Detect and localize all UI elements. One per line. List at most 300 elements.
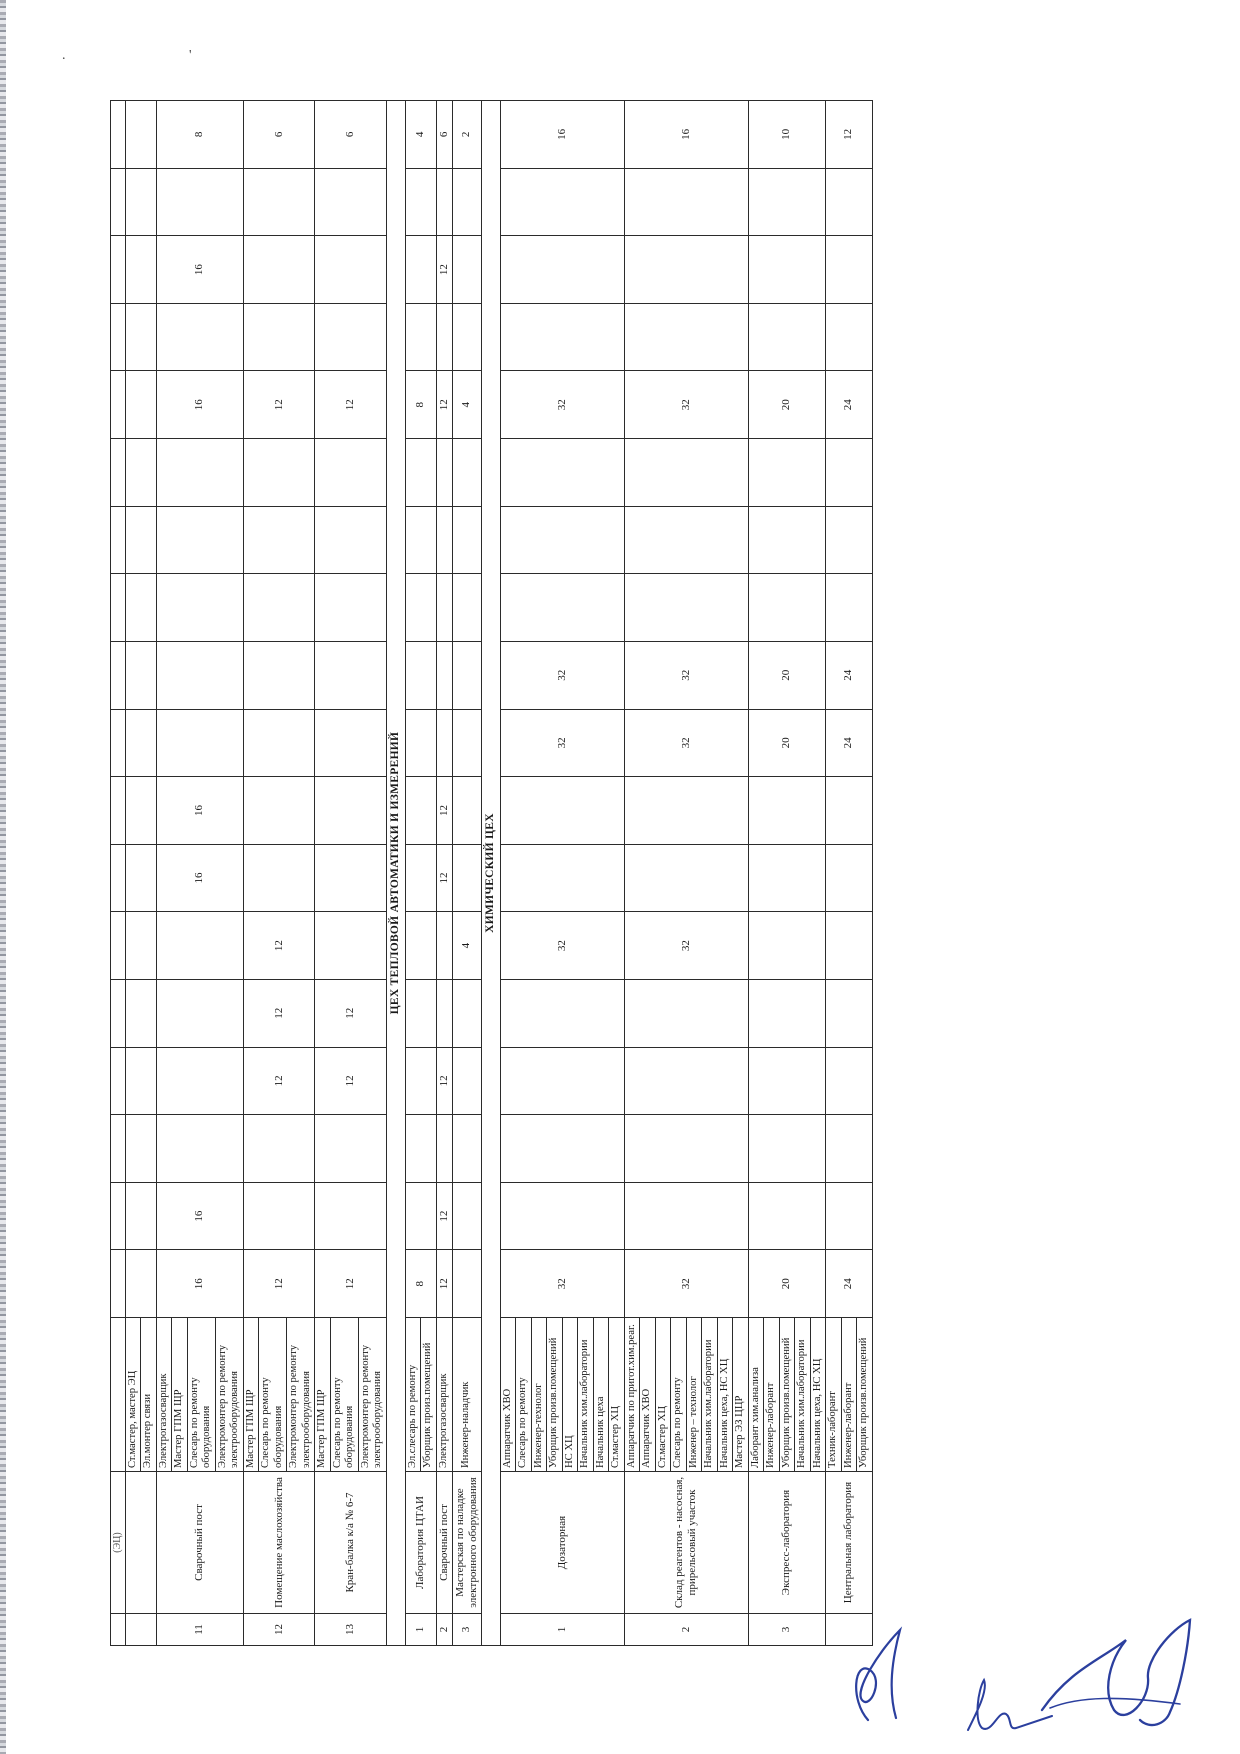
value-cell xyxy=(826,1047,873,1115)
signature-3 xyxy=(1030,1600,1210,1740)
value-cell xyxy=(452,506,481,574)
value-cell xyxy=(111,1115,126,1183)
value-cell xyxy=(624,777,748,845)
staff-position: Мастер ЭЗ ЦЦР xyxy=(733,1318,749,1472)
value-cell: 12 xyxy=(315,1250,387,1318)
section-header-row xyxy=(386,101,405,1646)
staff-position: Слесарь по ремонту оборудования xyxy=(259,1318,287,1472)
value-cell xyxy=(452,168,481,236)
value-cell xyxy=(436,168,452,236)
value-cell: 8 xyxy=(405,1250,436,1318)
value-cell xyxy=(156,1047,243,1115)
value-cell xyxy=(125,168,156,236)
value-cell xyxy=(125,709,156,777)
value-cell xyxy=(748,168,826,236)
staff-position: Электрогазосварщик xyxy=(156,1318,172,1472)
value-cell: 12 xyxy=(315,371,387,439)
value-cell xyxy=(156,912,243,980)
value-cell: 12 xyxy=(436,844,452,912)
staff-position: Мастер ГПМ ЩР xyxy=(243,1318,259,1472)
value-cell xyxy=(452,777,481,845)
value-cell xyxy=(748,506,826,574)
value-cell: 4 xyxy=(452,371,481,439)
place-name xyxy=(125,1472,156,1614)
value-cell xyxy=(405,979,436,1047)
value-cell xyxy=(748,1115,826,1183)
value-cell: 32 xyxy=(500,709,624,777)
staff-position: Электрогазосварщик xyxy=(436,1318,452,1472)
staff-position: Уборщик произв.помещений xyxy=(779,1318,795,1472)
value-cell xyxy=(826,979,873,1047)
value-cell xyxy=(315,844,387,912)
staff-position: Аппаратчик по пригот.хим.реаг. xyxy=(624,1318,640,1472)
value-cell xyxy=(748,236,826,304)
value-cell xyxy=(500,979,624,1047)
value-cell xyxy=(405,1047,436,1115)
staff-position: Уборщик произ.помещений xyxy=(421,1318,437,1472)
value-cell xyxy=(111,979,126,1047)
value-cell xyxy=(748,912,826,980)
staff-position: Инженер-наладчик xyxy=(452,1318,481,1472)
staff-position: Уборщик произв.помещений xyxy=(547,1318,563,1472)
staff-position: Инженер-лаборант xyxy=(764,1318,780,1472)
value-cell xyxy=(405,709,436,777)
value-cell: 32 xyxy=(500,912,624,980)
staff-position: Ст.мастер, мастер ЭЦ xyxy=(125,1318,141,1472)
value-cell: 24 xyxy=(826,641,873,709)
value-cell: 16 xyxy=(156,777,243,845)
value-cell xyxy=(315,777,387,845)
value-cell: 32 xyxy=(500,371,624,439)
value-cell xyxy=(111,1182,126,1250)
section-header-row xyxy=(481,101,500,1646)
value-cell xyxy=(500,303,624,371)
value-cell xyxy=(405,844,436,912)
value-cell xyxy=(624,1182,748,1250)
value-cell xyxy=(452,844,481,912)
value-cell xyxy=(125,641,156,709)
value-cell xyxy=(452,1115,481,1183)
table-row xyxy=(452,101,481,1646)
table-row xyxy=(436,101,452,1646)
value-cell: 12 xyxy=(315,1047,387,1115)
value-cell: 2 xyxy=(452,101,481,169)
value-cell xyxy=(111,168,126,236)
value-cell: 12 xyxy=(436,1182,452,1250)
staff-position: Начальник цеха, НС ХЦ xyxy=(810,1318,826,1472)
staff-position: Мастер ГПМ ЩР xyxy=(315,1318,331,1472)
staff-position: Эл.слесарь по ремонту xyxy=(405,1318,421,1472)
value-cell xyxy=(315,574,387,642)
value-cell xyxy=(500,1182,624,1250)
value-cell xyxy=(111,303,126,371)
place-name: Сварочный пост xyxy=(156,1472,243,1614)
value-cell: 6 xyxy=(243,101,315,169)
value-cell xyxy=(405,303,436,371)
value-cell xyxy=(452,439,481,507)
staff-position: Электромонтер по ремонту электрооборудования xyxy=(287,1318,315,1472)
value-cell xyxy=(436,506,452,574)
value-cell: 12 xyxy=(436,777,452,845)
value-cell xyxy=(748,844,826,912)
staff-position: Инженер-технолог xyxy=(531,1318,547,1472)
value-cell: 32 xyxy=(624,1250,748,1318)
value-cell: 32 xyxy=(500,641,624,709)
staff-position: Слесарь по ремонту оборудования xyxy=(187,1318,215,1472)
value-cell xyxy=(436,709,452,777)
value-cell xyxy=(826,844,873,912)
table-body xyxy=(111,101,873,1646)
value-cell xyxy=(156,1115,243,1183)
value-cell xyxy=(111,844,126,912)
value-cell xyxy=(500,777,624,845)
value-cell xyxy=(111,641,126,709)
value-cell: 20 xyxy=(748,1250,826,1318)
signature-1 xyxy=(840,1600,920,1730)
value-cell: 32 xyxy=(624,709,748,777)
value-cell xyxy=(315,506,387,574)
value-cell xyxy=(624,303,748,371)
place-name: Сварочный пост xyxy=(436,1472,452,1614)
staff-position: Начальник цеха xyxy=(593,1318,609,1472)
value-cell xyxy=(624,979,748,1047)
value-cell: 16 xyxy=(156,371,243,439)
table-row xyxy=(315,101,331,1646)
value-cell: 16 xyxy=(156,236,243,304)
value-cell xyxy=(243,506,315,574)
value-cell xyxy=(243,641,315,709)
section-title: ЦЕХ ТЕПЛОВОЙ АВТОМАТИКИ И ИЗМЕРЕНИЙ xyxy=(386,101,405,1646)
value-cell xyxy=(436,303,452,371)
value-cell xyxy=(243,844,315,912)
value-cell xyxy=(125,1115,156,1183)
value-cell xyxy=(405,439,436,507)
value-cell: 12 xyxy=(243,371,315,439)
value-cell xyxy=(156,303,243,371)
value-cell xyxy=(243,168,315,236)
value-cell: 6 xyxy=(315,101,387,169)
value-cell xyxy=(452,1182,481,1250)
value-cell: 20 xyxy=(748,641,826,709)
value-cell xyxy=(405,168,436,236)
value-cell xyxy=(243,1182,315,1250)
value-cell xyxy=(111,236,126,304)
staff-position: Слесарь по ремонту xyxy=(671,1318,687,1472)
value-cell xyxy=(500,236,624,304)
value-cell: 16 xyxy=(156,1250,243,1318)
value-cell xyxy=(452,236,481,304)
value-cell xyxy=(452,709,481,777)
value-cell xyxy=(111,912,126,980)
staff-position: Лаборант хим.анализа xyxy=(748,1318,764,1472)
value-cell xyxy=(826,777,873,845)
value-cell: 24 xyxy=(826,1250,873,1318)
value-cell xyxy=(826,1182,873,1250)
row-number: 2 xyxy=(436,1614,452,1646)
value-cell xyxy=(111,506,126,574)
value-cell xyxy=(405,574,436,642)
staff-position: Начальник хим.лаборатории xyxy=(795,1318,811,1472)
value-cell xyxy=(125,439,156,507)
value-cell xyxy=(436,1115,452,1183)
value-cell xyxy=(748,574,826,642)
staff-position: Инженер – технолог xyxy=(686,1318,702,1472)
value-cell xyxy=(826,439,873,507)
value-cell: 32 xyxy=(624,641,748,709)
value-cell xyxy=(500,506,624,574)
value-cell xyxy=(826,574,873,642)
section-title: ХИМИЧЕСКИЙ ЦЕХ xyxy=(481,101,500,1646)
row-number: 3 xyxy=(452,1614,481,1646)
value-cell xyxy=(156,506,243,574)
value-cell xyxy=(243,303,315,371)
value-cell xyxy=(156,979,243,1047)
row-number xyxy=(111,1614,126,1646)
value-cell xyxy=(405,641,436,709)
place-name: Склад реагентов - насосная, прирельсовый участок xyxy=(624,1472,748,1614)
value-cell: 32 xyxy=(624,912,748,980)
value-cell xyxy=(500,1047,624,1115)
value-cell: 12 xyxy=(243,1250,315,1318)
value-cell xyxy=(826,912,873,980)
value-cell xyxy=(315,168,387,236)
value-cell xyxy=(125,1047,156,1115)
value-cell xyxy=(243,777,315,845)
scan-edge-strip xyxy=(0,0,6,1754)
value-cell xyxy=(315,303,387,371)
row-number: 11 xyxy=(156,1614,243,1646)
value-cell xyxy=(111,439,126,507)
place-name: Лаборатория ЦТАИ xyxy=(405,1472,436,1614)
value-cell xyxy=(315,641,387,709)
staff-position: Мастер ГПМ ЩР xyxy=(172,1318,188,1472)
value-cell xyxy=(125,912,156,980)
table-row xyxy=(243,101,259,1646)
staff-position: Ст.мастер ХЦ xyxy=(609,1318,625,1472)
value-cell xyxy=(405,1115,436,1183)
value-cell: 10 xyxy=(748,101,826,169)
value-cell xyxy=(452,641,481,709)
value-cell xyxy=(624,1047,748,1115)
value-cell xyxy=(315,912,387,980)
value-cell: 24 xyxy=(826,709,873,777)
value-cell xyxy=(436,979,452,1047)
value-cell: 24 xyxy=(826,371,873,439)
value-cell xyxy=(315,439,387,507)
value-cell: 6 xyxy=(436,101,452,169)
inspection-table xyxy=(110,100,873,1646)
value-cell xyxy=(452,1047,481,1115)
value-cell xyxy=(156,168,243,236)
value-cell: 16 xyxy=(156,844,243,912)
value-cell xyxy=(452,303,481,371)
scan-specks: . ' xyxy=(62,48,252,63)
value-cell xyxy=(500,439,624,507)
value-cell xyxy=(111,1047,126,1115)
place-name: Центральная лаборатория xyxy=(826,1472,873,1614)
value-cell: 12 xyxy=(436,1047,452,1115)
staff-cell xyxy=(111,1318,126,1472)
value-cell xyxy=(315,1115,387,1183)
value-cell xyxy=(624,1115,748,1183)
value-cell xyxy=(111,709,126,777)
value-cell xyxy=(500,1115,624,1183)
value-cell xyxy=(405,506,436,574)
value-cell: 16 xyxy=(500,101,624,169)
row-number xyxy=(125,1614,156,1646)
value-cell xyxy=(315,1182,387,1250)
value-cell xyxy=(125,506,156,574)
value-cell xyxy=(111,574,126,642)
value-cell xyxy=(436,912,452,980)
value-cell: 20 xyxy=(748,709,826,777)
value-cell xyxy=(315,709,387,777)
value-cell xyxy=(156,709,243,777)
row-number: 1 xyxy=(500,1614,624,1646)
value-cell xyxy=(748,979,826,1047)
staff-position: Начальник цеха, НС ХЦ xyxy=(717,1318,733,1472)
row-number: 12 xyxy=(243,1614,315,1646)
value-cell: 8 xyxy=(156,101,243,169)
value-cell xyxy=(125,844,156,912)
value-cell: 12 xyxy=(243,912,315,980)
value-cell: 12 xyxy=(315,979,387,1047)
value-cell xyxy=(826,168,873,236)
value-cell xyxy=(826,506,873,574)
value-cell xyxy=(452,1250,481,1318)
value-cell: 4 xyxy=(405,101,436,169)
value-cell xyxy=(125,574,156,642)
place-name: Экспресс-лаборатория xyxy=(748,1472,826,1614)
table-row xyxy=(125,101,141,1646)
value-cell: 12 xyxy=(436,236,452,304)
row-number: 3 xyxy=(748,1614,826,1646)
value-cell xyxy=(748,1182,826,1250)
value-cell xyxy=(111,371,126,439)
value-cell: 12 xyxy=(243,1047,315,1115)
value-cell xyxy=(111,777,126,845)
staff-position: Слесарь по ремонту xyxy=(516,1318,532,1472)
table-row xyxy=(405,101,421,1646)
value-cell: 16 xyxy=(156,1182,243,1250)
value-cell: 12 xyxy=(436,1250,452,1318)
value-cell xyxy=(156,641,243,709)
value-cell xyxy=(748,439,826,507)
value-cell xyxy=(500,168,624,236)
value-cell xyxy=(436,641,452,709)
value-cell xyxy=(111,101,126,169)
table-row xyxy=(826,101,842,1646)
value-cell xyxy=(500,844,624,912)
value-cell xyxy=(748,1047,826,1115)
value-cell xyxy=(405,777,436,845)
value-cell xyxy=(156,439,243,507)
value-cell: 32 xyxy=(500,1250,624,1318)
value-cell xyxy=(826,303,873,371)
value-cell xyxy=(315,236,387,304)
value-cell xyxy=(243,1115,315,1183)
value-cell xyxy=(125,1182,156,1250)
staff-position: Инженер-лаборант xyxy=(841,1318,857,1472)
partial-row xyxy=(111,101,126,1646)
table-row xyxy=(156,101,172,1646)
value-cell: 4 xyxy=(452,912,481,980)
value-cell xyxy=(624,506,748,574)
staff-position: Слесарь по ремонту оборудования xyxy=(330,1318,358,1472)
value-cell xyxy=(125,101,156,169)
staff-position: Электромонтер по ремонту электрооборудования xyxy=(215,1318,243,1472)
partial-top-label: (ЭЦ) xyxy=(111,1472,126,1614)
value-cell xyxy=(243,574,315,642)
staff-position: Уборщик произв.помещений xyxy=(857,1318,873,1472)
value-cell xyxy=(452,574,481,642)
value-cell xyxy=(624,168,748,236)
staff-position: Электромонтер по ремонту электрооборудования xyxy=(358,1318,386,1472)
value-cell xyxy=(125,236,156,304)
value-cell xyxy=(111,1250,126,1318)
place-name: Помещение маслохозяйства xyxy=(243,1472,315,1614)
staff-position: Техник-лаборант xyxy=(826,1318,842,1472)
value-cell xyxy=(243,439,315,507)
place-name: Мастерская по наладке электронного оборудования xyxy=(452,1472,481,1614)
value-cell: 16 xyxy=(624,101,748,169)
value-cell xyxy=(125,371,156,439)
value-cell xyxy=(405,1182,436,1250)
value-cell xyxy=(125,1250,156,1318)
value-cell xyxy=(125,777,156,845)
value-cell xyxy=(826,1115,873,1183)
staff-position: Аппаратчик ХВО xyxy=(500,1318,516,1472)
table-row xyxy=(748,101,764,1646)
value-cell xyxy=(243,709,315,777)
value-cell xyxy=(125,979,156,1047)
value-cell xyxy=(243,236,315,304)
value-cell xyxy=(405,236,436,304)
value-cell xyxy=(405,912,436,980)
place-name: Дозаторная xyxy=(500,1472,624,1614)
value-cell xyxy=(156,574,243,642)
value-cell xyxy=(436,574,452,642)
staff-position: НС ХЦ xyxy=(562,1318,578,1472)
value-cell: 32 xyxy=(624,371,748,439)
value-cell xyxy=(436,439,452,507)
place-name: Кран-балка к/а № 6-7 xyxy=(315,1472,387,1614)
staff-position: Начальник хим.лаборатории xyxy=(578,1318,594,1472)
staff-position: Аппаратчик ХВО xyxy=(640,1318,656,1472)
value-cell: 12 xyxy=(243,979,315,1047)
staff-position: Начальник хим.лаборатории xyxy=(702,1318,718,1472)
value-cell xyxy=(452,979,481,1047)
value-cell xyxy=(624,844,748,912)
row-number: 1 xyxy=(405,1614,436,1646)
rotated-table-frame xyxy=(110,100,1110,1646)
value-cell xyxy=(624,574,748,642)
value-cell: 20 xyxy=(748,371,826,439)
value-cell: 12 xyxy=(826,101,873,169)
value-cell xyxy=(125,303,156,371)
value-cell xyxy=(826,236,873,304)
value-cell xyxy=(748,303,826,371)
value-cell: 12 xyxy=(436,371,452,439)
value-cell xyxy=(624,439,748,507)
table-row xyxy=(624,101,640,1646)
value-cell xyxy=(624,236,748,304)
value-cell xyxy=(500,574,624,642)
table-row xyxy=(500,101,516,1646)
staff-position: Ст.мастер ХЦ xyxy=(655,1318,671,1472)
row-number: 2 xyxy=(624,1614,748,1646)
row-number: 13 xyxy=(315,1614,387,1646)
